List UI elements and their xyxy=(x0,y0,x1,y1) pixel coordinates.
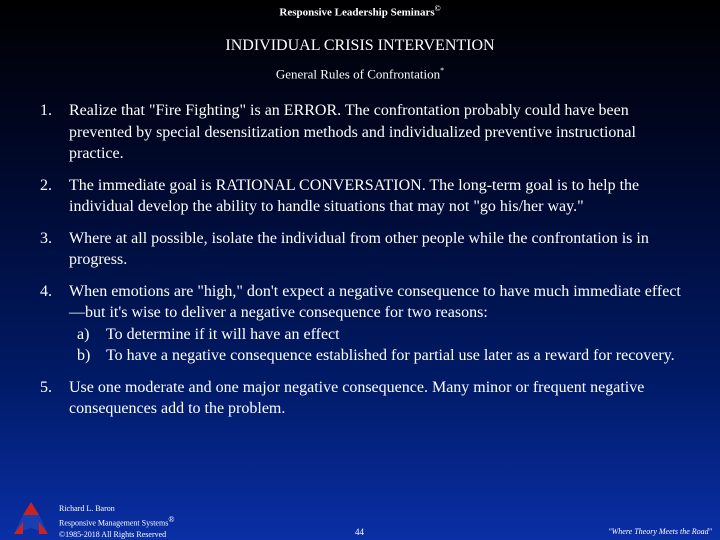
footer-credits xyxy=(59,503,174,540)
rule-text: Realize that "Fire Fighting" is an ERROR. The confrontation probably could have been prevented by special desensitization methods and individualized preventive instructional practice. xyxy=(69,102,636,162)
footer-company-line xyxy=(59,514,174,529)
rule-number: 5. xyxy=(40,378,52,396)
rule-item xyxy=(40,377,685,420)
rule-item xyxy=(40,228,685,271)
rules-list xyxy=(40,100,685,430)
subitem-letter: b) xyxy=(77,347,91,364)
rule-number: 4. xyxy=(40,282,52,300)
footer-company: Responsive Management Systems xyxy=(59,518,169,528)
triangle-logo-icon xyxy=(10,500,52,536)
page-number: 44 xyxy=(355,527,364,537)
page-subtitle-text: General Rules of Confrontation xyxy=(275,66,441,82)
copyright-mark: © xyxy=(434,4,441,13)
rule-number: 2. xyxy=(40,176,52,194)
rule-text: Where at all possible, isolate the individual from other people while the confrontation is in progress. xyxy=(69,229,649,268)
rule-number: 1. xyxy=(40,102,52,119)
footer-tagline: "Where Theory Meets the Road" xyxy=(608,527,712,536)
footer-copyright: ©1985-2018 All Rights Reserved xyxy=(59,529,167,539)
footer-author: Richard L. Baron xyxy=(59,504,115,513)
rule-text: When emotions are "high," don't expect a negative consequence to have much immediate effect—but it's wise to deliver a negative consequence for two reasons: xyxy=(69,282,681,321)
rule-text: Use one moderate and one major negative consequence. Many minor or frequent negative consequences add to the problem. xyxy=(69,378,645,417)
page-subtitle xyxy=(0,66,720,82)
rule-item xyxy=(40,100,685,165)
rule-text: The immediate goal is RATIONAL CONVERSATION. The long-term goal is to help the individual develop the ability to handle situations that may not "go his/her way." xyxy=(69,176,640,215)
rule-item xyxy=(40,281,685,367)
seminar-header-text: Responsive Leadership Seminars xyxy=(279,6,435,19)
subitem-letter: a) xyxy=(77,325,90,343)
subitem-text: To have a negative consequence established for partial use later as a reward for recovery. xyxy=(106,347,675,364)
rule-subitems xyxy=(69,324,685,367)
seminar-header xyxy=(0,4,720,19)
rule-subitem xyxy=(69,345,685,367)
rule-number: 3. xyxy=(40,229,52,247)
rule-item xyxy=(40,175,685,218)
rule-subitem xyxy=(69,324,685,346)
subitem-text: To determine if it will have an effect xyxy=(106,325,340,343)
footnote-mark: * xyxy=(440,66,445,75)
page-title: INDIVIDUAL CRISIS INTERVENTION xyxy=(225,37,495,54)
registered-mark: ® xyxy=(168,515,175,524)
